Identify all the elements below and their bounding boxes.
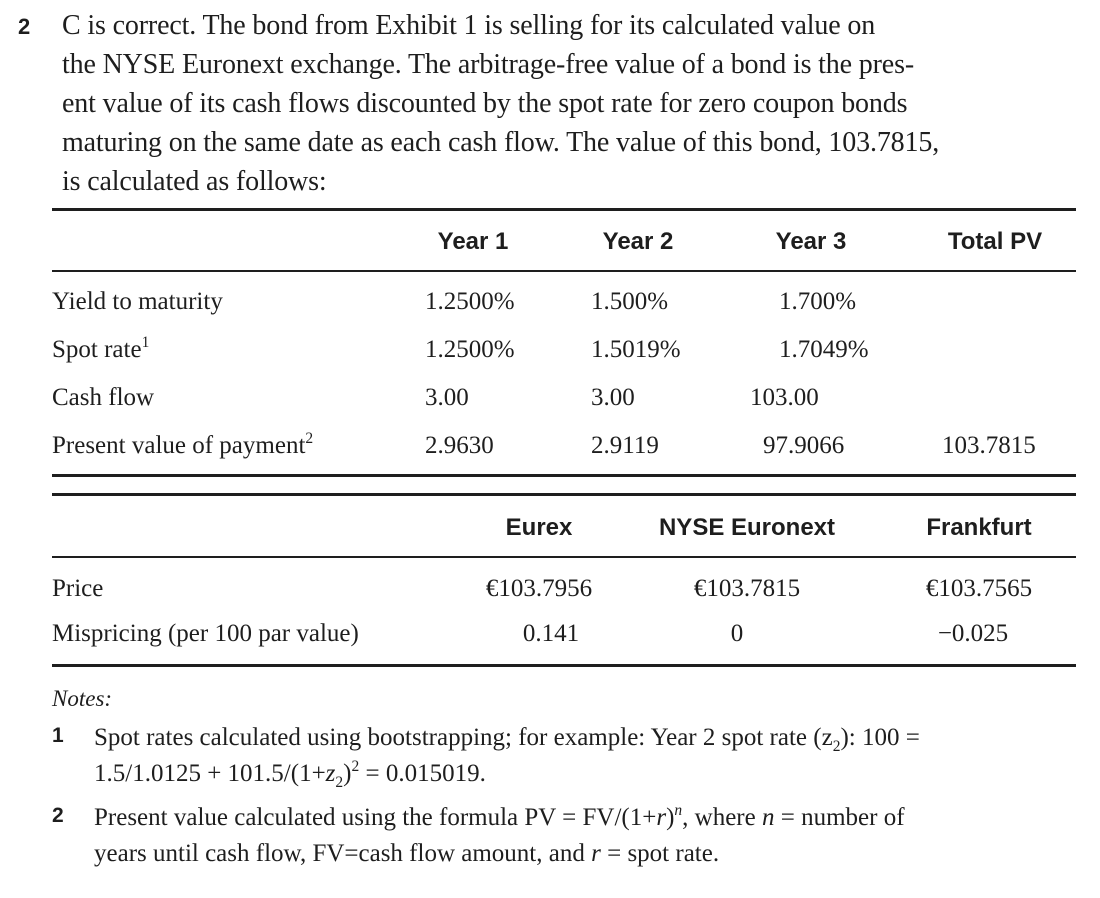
superscript: 2 bbox=[351, 757, 360, 775]
table-top-rule bbox=[52, 208, 1076, 211]
note-text-fragment: ): 100 = bbox=[840, 724, 920, 751]
table-cell: 1.5019% bbox=[591, 336, 681, 363]
table-cell: 3.00 bbox=[425, 384, 469, 411]
row-label-spot-rate bbox=[52, 333, 150, 364]
note-line bbox=[94, 756, 1084, 792]
exchange-pricing-table bbox=[52, 493, 1076, 669]
note-text-fragment: = number of bbox=[774, 804, 905, 831]
note-text-fragment: Spot rates calculated using bootstrapping; for example: Year 2 spot rate (z bbox=[94, 724, 833, 751]
note-line bbox=[94, 836, 1084, 872]
table-cell: 1.7049% bbox=[779, 336, 869, 363]
note-text-fragment: years until cash flow, FV=cash flow amount, and bbox=[94, 840, 592, 867]
note-item bbox=[52, 800, 1092, 872]
table-cell: 1.500% bbox=[591, 288, 669, 315]
footnote-marker: 1 bbox=[141, 333, 150, 351]
answer-line: ent value of its cash flows discounted by the spot rate for zero coupon bonds bbox=[62, 88, 908, 119]
answer-line: is calculated as follows: bbox=[62, 166, 327, 197]
note-text-fragment: ) bbox=[343, 760, 352, 787]
table-cell: 0 bbox=[730, 620, 744, 647]
note-text bbox=[94, 800, 1084, 872]
note-number: 1 bbox=[52, 724, 64, 747]
subscript: 2 bbox=[832, 738, 841, 755]
variable: n bbox=[761, 804, 775, 831]
table-cell: 0.141 bbox=[522, 620, 580, 647]
answer-line: the NYSE Euronext exchange. The arbitrage-free value of a bond is the pres- bbox=[62, 49, 915, 80]
note-line bbox=[94, 800, 1084, 836]
note-text-fragment: , where bbox=[682, 804, 762, 831]
note-text-fragment: = 0.015019. bbox=[359, 760, 486, 787]
row-label-cash-flow: Cash flow bbox=[52, 384, 155, 411]
table-cell: 2.9119 bbox=[591, 432, 659, 459]
table-cell: 1.700% bbox=[779, 288, 857, 315]
variable: r bbox=[591, 840, 601, 867]
note-text bbox=[94, 720, 1084, 792]
table-cell: 3.00 bbox=[591, 384, 635, 411]
table-cell: 2.9630 bbox=[425, 432, 494, 459]
row-label-text: Present value of payment bbox=[52, 432, 306, 459]
column-header-total-pv: Total PV bbox=[947, 228, 1043, 255]
bond-valuation-table bbox=[52, 208, 1076, 478]
table-cell: €103.7815 bbox=[693, 575, 801, 602]
superscript: n bbox=[674, 801, 683, 819]
column-header-year-1: Year 1 bbox=[437, 228, 509, 255]
answer-line: maturing on the same date as each cash flow. The value of this bond, 103.7815, bbox=[62, 127, 940, 158]
subscript: 2 bbox=[335, 774, 344, 791]
note-text-fragment: Present value calculated using the formula PV = FV/(1+ bbox=[94, 804, 657, 831]
table-cell: €103.7565 bbox=[925, 575, 1033, 602]
variable: r bbox=[656, 804, 667, 831]
row-label-text: Spot rate bbox=[52, 336, 142, 363]
column-header-year-2: Year 2 bbox=[602, 228, 674, 255]
row-label-present-value bbox=[52, 429, 314, 460]
table-cell: 1.2500% bbox=[425, 288, 515, 315]
column-header-year-3: Year 3 bbox=[775, 228, 847, 255]
note-line bbox=[94, 720, 1084, 756]
answer-line: C is correct. The bond from Exhibit 1 is selling for its calculated value on bbox=[62, 10, 876, 41]
table-cell: €103.7956 bbox=[485, 575, 593, 602]
table-bottom-rule bbox=[52, 664, 1076, 667]
table-cell: 103.00 bbox=[750, 384, 819, 411]
table-bottom-rule bbox=[52, 474, 1076, 477]
variable: z bbox=[325, 760, 336, 787]
table-top-rule bbox=[52, 493, 1076, 496]
header-rule bbox=[52, 556, 1076, 558]
note-text-fragment: ) bbox=[666, 804, 675, 831]
footnote-marker: 2 bbox=[305, 429, 314, 447]
notes-title: Notes: bbox=[52, 686, 113, 711]
column-header-frankfurt: Frankfurt bbox=[926, 514, 1032, 541]
table-cell-total-pv: 103.7815 bbox=[942, 432, 1036, 459]
row-label-price: Price bbox=[52, 575, 104, 602]
answer-number: 2 bbox=[18, 14, 31, 39]
note-item bbox=[52, 720, 1092, 792]
header-rule bbox=[52, 270, 1076, 272]
answer-paragraph bbox=[62, 6, 1100, 201]
column-header-eurex: Eurex bbox=[505, 514, 573, 541]
note-number: 2 bbox=[52, 804, 64, 827]
note-text-fragment: = spot rate. bbox=[600, 840, 720, 867]
row-label-mispricing: Mispricing (per 100 par value) bbox=[52, 620, 359, 647]
row-label-yield-to-maturity: Yield to maturity bbox=[52, 288, 223, 315]
column-header-nyse-euronext: NYSE Euronext bbox=[658, 514, 836, 541]
table-cell: 97.9066 bbox=[763, 432, 845, 459]
note-text-fragment: 1.5/1.0125 + 101.5/(1+ bbox=[94, 760, 326, 787]
table-cell: 1.2500% bbox=[425, 336, 515, 363]
table-cell: −0.025 bbox=[937, 620, 1009, 647]
